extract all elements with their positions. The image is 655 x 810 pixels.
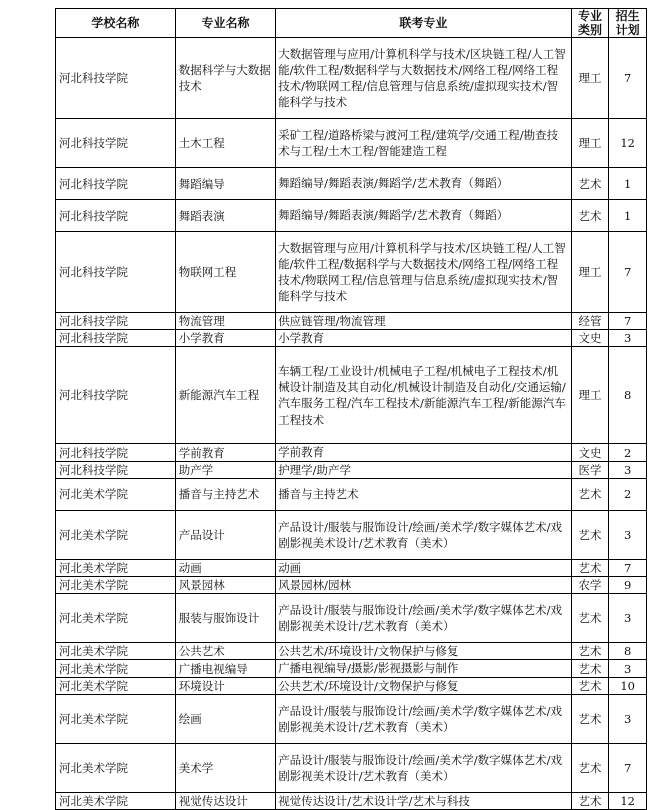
cell-category: 理工 — [571, 347, 609, 444]
cell-joint: 护理学/助产学 — [276, 461, 572, 478]
cell-plan: 3 — [609, 694, 647, 743]
cell-joint: 学前教育 — [276, 444, 572, 461]
cell-school: 河北美术学院 — [56, 478, 176, 510]
cell-category: 艺术 — [571, 792, 609, 809]
cell-joint: 广播电视编导/摄影/影视摄影与制作 — [276, 660, 572, 677]
cell-major: 产品设计 — [175, 510, 275, 559]
cell-school: 河北美术学院 — [56, 660, 176, 677]
cell-major: 助产学 — [175, 461, 275, 478]
cell-plan: 12 — [609, 792, 647, 809]
cell-plan: 3 — [609, 660, 647, 677]
cell-category: 艺术 — [571, 510, 609, 559]
cell-major: 学前教育 — [175, 444, 275, 461]
table-row — [56, 478, 647, 510]
table-row — [56, 444, 647, 461]
cell-school: 河北美术学院 — [56, 743, 176, 792]
cell-plan: 7 — [609, 743, 647, 792]
table-row — [56, 461, 647, 478]
cell-joint: 视觉传达设计/艺术设计学/艺术与科技 — [276, 792, 572, 809]
table-row — [56, 200, 647, 232]
cell-major: 视觉传达设计 — [175, 792, 275, 809]
cell-plan: 3 — [609, 461, 647, 478]
cell-plan: 7 — [609, 232, 647, 313]
cell-major: 舞蹈编导 — [175, 168, 275, 200]
cell-school: 河北科技学院 — [56, 168, 176, 200]
cell-category: 文史 — [571, 444, 609, 461]
cell-category: 文史 — [571, 330, 609, 347]
cell-plan: 8 — [609, 347, 647, 444]
cell-major: 动画 — [175, 559, 275, 576]
cell-school: 河北美术学院 — [56, 792, 176, 809]
cell-category: 艺术 — [571, 660, 609, 677]
cell-joint: 小学教育 — [276, 330, 572, 347]
cell-joint: 舞蹈编导/舞蹈表演/舞蹈学/艺术教育（舞蹈） — [276, 200, 572, 232]
cell-joint: 车辆工程/工业设计/机械电子工程/机械电子工程技术/机械设计制造及其自动化/机械设计制造及自动化/交通运输/汽车服务工程/汽车工程技术/新能源汽车工程/新能源汽车工程技术 — [276, 347, 572, 444]
cell-major: 服装与服饰设计 — [175, 594, 275, 643]
header-row — [56, 9, 647, 38]
cell-major: 物联网工程 — [175, 232, 275, 313]
cell-school: 河北美术学院 — [56, 694, 176, 743]
cell-category: 艺术 — [571, 677, 609, 694]
cell-school: 河北科技学院 — [56, 330, 176, 347]
cell-category: 艺术 — [571, 168, 609, 200]
cell-plan: 10 — [609, 677, 647, 694]
header-category: 专业类别 — [571, 9, 609, 38]
cell-school: 河北美术学院 — [56, 510, 176, 559]
table-row — [56, 232, 647, 313]
cell-category: 艺术 — [571, 743, 609, 792]
cell-joint: 舞蹈编导/舞蹈表演/舞蹈学/艺术教育（舞蹈） — [276, 168, 572, 200]
cell-category: 经管 — [571, 313, 609, 330]
cell-plan: 1 — [609, 168, 647, 200]
enrollment-table — [55, 8, 647, 810]
cell-category: 理工 — [571, 232, 609, 313]
cell-plan: 7 — [609, 559, 647, 576]
cell-category: 医学 — [571, 461, 609, 478]
cell-school: 河北美术学院 — [56, 559, 176, 576]
cell-major: 美术学 — [175, 743, 275, 792]
cell-joint: 采矿工程/道路桥梁与渡河工程/建筑学/交通工程/勘查技术与工程/土木工程/智能建造工程 — [276, 119, 572, 168]
table-row — [56, 559, 647, 576]
table-row — [56, 347, 647, 444]
cell-joint: 大数据管理与应用/计算机科学与技术/区块链工程/人工智能/软件工程/数据科学与大数据技术/网络工程/网络工程技术/物联网工程/信息管理与信息系统/虚拟现实技术/智能科学与技术 — [276, 38, 572, 119]
table-row — [56, 330, 647, 347]
table-row — [56, 38, 647, 119]
header-plan: 招生计划 — [609, 9, 647, 38]
cell-school: 河北科技学院 — [56, 232, 176, 313]
cell-plan: 8 — [609, 643, 647, 660]
cell-joint: 产品设计/服装与服饰设计/绘画/美术学/数字媒体艺术/戏剧影视美术设计/艺术教育（美术） — [276, 694, 572, 743]
cell-plan: 7 — [609, 38, 647, 119]
cell-category: 艺术 — [571, 559, 609, 576]
cell-category: 艺术 — [571, 643, 609, 660]
table-row — [56, 168, 647, 200]
cell-category: 农学 — [571, 577, 609, 594]
cell-joint: 公共艺术/环境设计/文物保护与修复 — [276, 643, 572, 660]
cell-major: 舞蹈表演 — [175, 200, 275, 232]
cell-category: 艺术 — [571, 478, 609, 510]
cell-major: 绘画 — [175, 694, 275, 743]
cell-school: 河北科技学院 — [56, 200, 176, 232]
cell-major: 环境设计 — [175, 677, 275, 694]
header-school: 学校名称 — [56, 9, 176, 38]
cell-joint: 供应链管理/物流管理 — [276, 313, 572, 330]
cell-joint: 产品设计/服装与服饰设计/绘画/美术学/数字媒体艺术/戏剧影视美术设计/艺术教育（美术） — [276, 743, 572, 792]
cell-major: 小学教育 — [175, 330, 275, 347]
cell-school: 河北科技学院 — [56, 119, 176, 168]
cell-plan: 1 — [609, 200, 647, 232]
cell-category: 艺术 — [571, 594, 609, 643]
cell-major: 数据科学与大数据技术 — [175, 38, 275, 119]
cell-plan: 2 — [609, 444, 647, 461]
cell-school: 河北科技学院 — [56, 38, 176, 119]
cell-major: 物流管理 — [175, 313, 275, 330]
table-body — [56, 38, 647, 810]
cell-school: 河北美术学院 — [56, 643, 176, 660]
cell-joint: 产品设计/服装与服饰设计/绘画/美术学/数字媒体艺术/戏剧影视美术设计/艺术教育（美术） — [276, 594, 572, 643]
table-row — [56, 643, 647, 660]
cell-major: 新能源汽车工程 — [175, 347, 275, 444]
cell-school: 河北美术学院 — [56, 577, 176, 594]
cell-category: 理工 — [571, 38, 609, 119]
cell-major: 土木工程 — [175, 119, 275, 168]
cell-joint: 动画 — [276, 559, 572, 576]
cell-major: 公共艺术 — [175, 643, 275, 660]
table-row — [56, 510, 647, 559]
table-row — [56, 313, 647, 330]
cell-plan: 12 — [609, 119, 647, 168]
cell-school: 河北美术学院 — [56, 594, 176, 643]
table-row — [56, 594, 647, 643]
cell-joint: 大数据管理与应用/计算机科学与技术/区块链工程/人工智能/软件工程/数据科学与大数据技术/网络工程/网络工程技术/物联网工程/信息管理与信息系统/虚拟现实技术/智能科学与技术 — [276, 232, 572, 313]
header-major: 专业名称 — [175, 9, 275, 38]
table-row — [56, 743, 647, 792]
table-row — [56, 677, 647, 694]
header-joint: 联考专业 — [276, 9, 572, 38]
cell-school: 河北科技学院 — [56, 444, 176, 461]
table-row — [56, 119, 647, 168]
cell-category: 理工 — [571, 119, 609, 168]
cell-school: 河北科技学院 — [56, 461, 176, 478]
cell-joint: 风景园林/园林 — [276, 577, 572, 594]
cell-plan: 3 — [609, 594, 647, 643]
table-row — [56, 694, 647, 743]
cell-school: 河北科技学院 — [56, 313, 176, 330]
cell-major: 播音与主持艺术 — [175, 478, 275, 510]
cell-plan: 3 — [609, 510, 647, 559]
cell-plan: 7 — [609, 313, 647, 330]
table-row — [56, 577, 647, 594]
cell-category: 艺术 — [571, 694, 609, 743]
cell-major: 广播电视编导 — [175, 660, 275, 677]
cell-school: 河北科技学院 — [56, 347, 176, 444]
cell-school: 河北美术学院 — [56, 677, 176, 694]
cell-joint: 播音与主持艺术 — [276, 478, 572, 510]
cell-plan: 2 — [609, 478, 647, 510]
cell-category: 艺术 — [571, 200, 609, 232]
cell-joint: 产品设计/服装与服饰设计/绘画/美术学/数字媒体艺术/戏剧影视美术设计/艺术教育（美术） — [276, 510, 572, 559]
table-row — [56, 660, 647, 677]
cell-plan: 9 — [609, 577, 647, 594]
cell-major: 风景园林 — [175, 577, 275, 594]
cell-joint: 公共艺术/环境设计/文物保护与修复 — [276, 677, 572, 694]
cell-plan: 3 — [609, 330, 647, 347]
